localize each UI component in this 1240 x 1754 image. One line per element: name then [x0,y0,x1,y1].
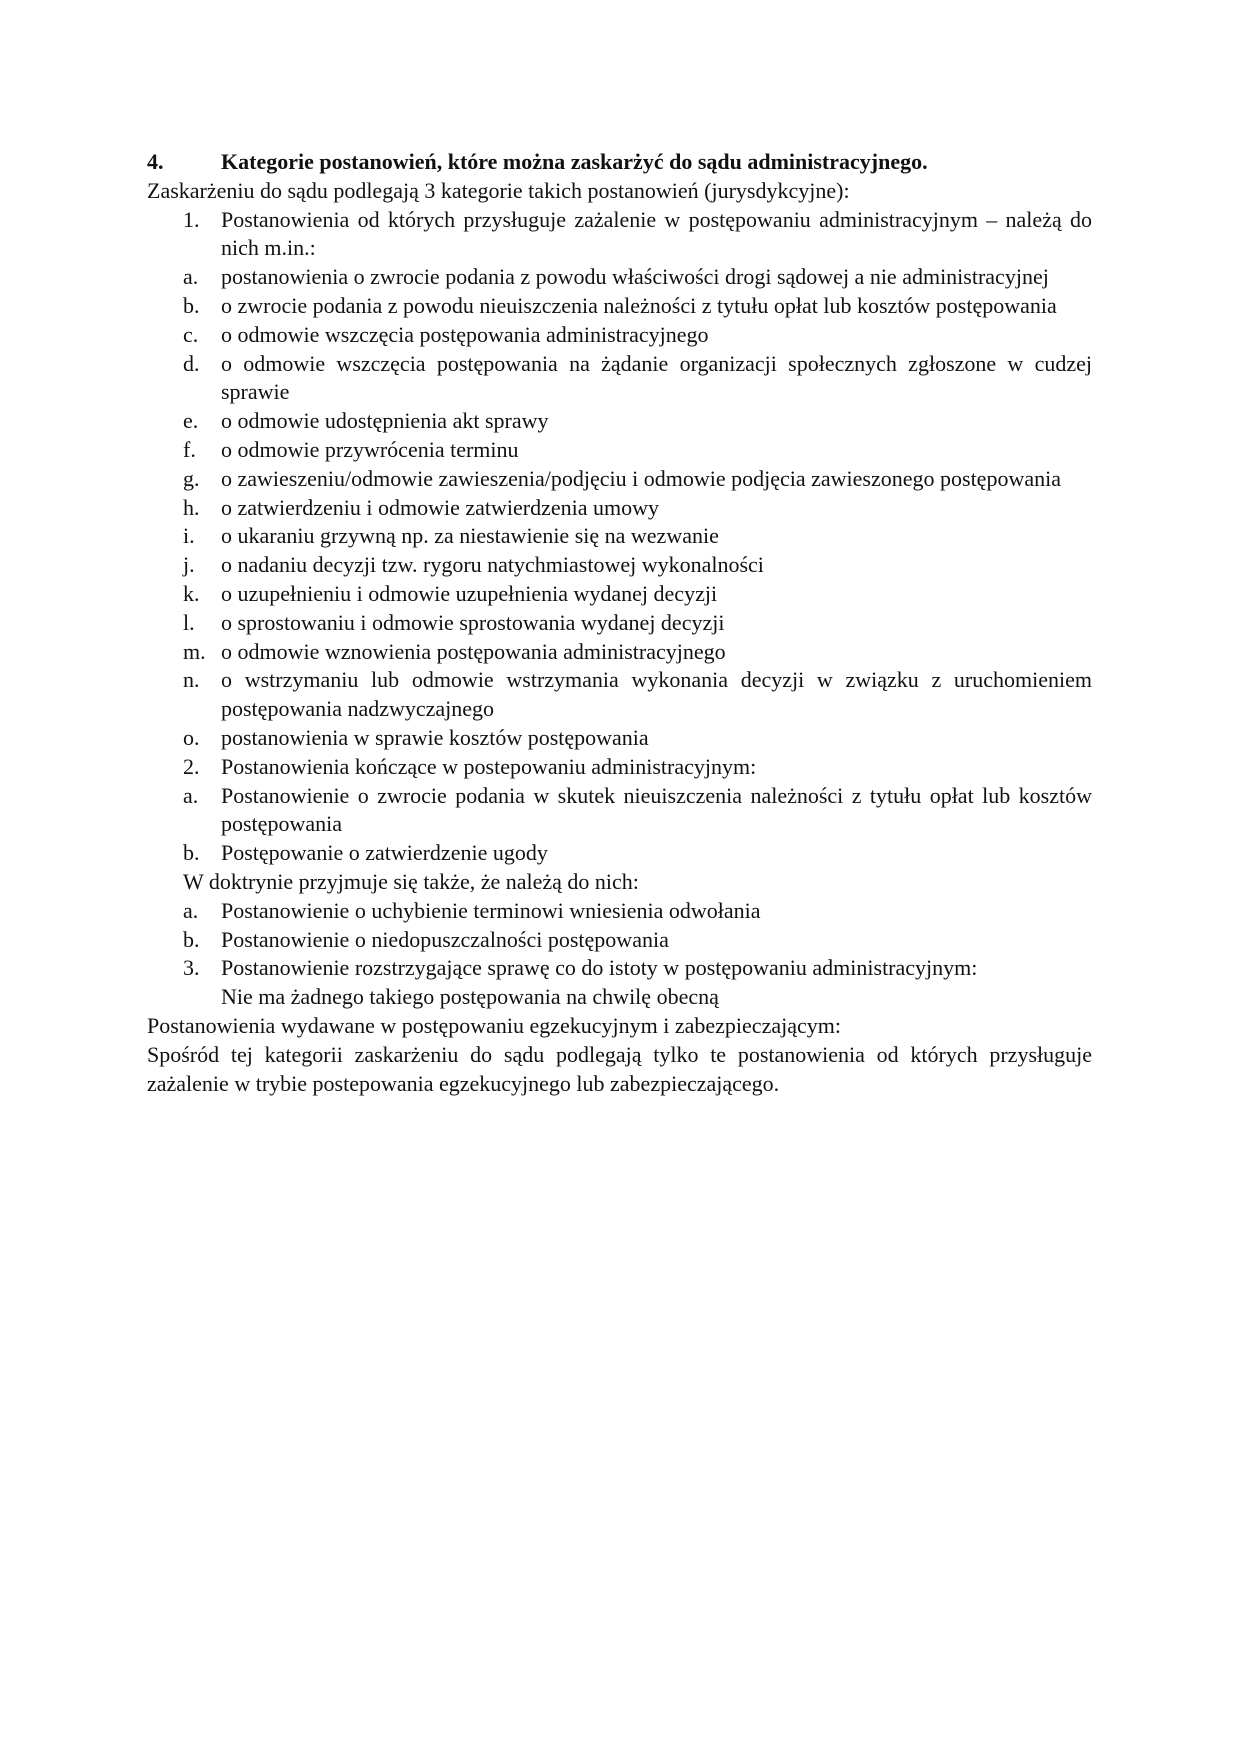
list-item [183,839,1092,868]
item-text: o zwrocie podania z powodu nieuiszczenia należności z tytułu opłat lub kosztów postępowania [221,292,1057,318]
item-text: o ukaraniu grzywną np. za niestawienie się na wezwanie [221,523,719,549]
document-body [147,148,1092,1098]
list-item [183,407,1092,436]
intro-paragraph: Zaskarżeniu do sądu podlegają 3 kategorie takich postanowień (jurysdykcyjne): [147,177,850,203]
closing-heading: Postanowienia wydawane w postępowaniu egzekucyjnym i zabezpieczającym: [147,1012,841,1038]
list-item [183,522,1092,551]
item-marker: f. [183,436,196,462]
list-item [183,321,1092,350]
numbered-item-2 [183,753,1092,782]
item-text: o odmowie udostępnienia akt sprawy [221,408,549,434]
list-item [183,436,1092,465]
item-marker: 1. [183,206,200,232]
item-marker: b. [183,840,200,866]
item-text: Postanowienie o uchybienie terminowi wniesienia odwołania [221,897,761,923]
list-item [183,724,1092,753]
list-item [183,350,1092,408]
item-text: o sprostowaniu i odmowie sprostowania wydanej decyzji [221,609,725,635]
list-item [183,580,1092,609]
item-text: Postanowienia kończące w postepowaniu administracyjnym: [221,753,757,779]
section-heading [147,148,1092,177]
item-text: Postępowanie o zatwierdzenie ugody [221,840,548,866]
numbered-item-1 [183,206,1092,264]
item-text: o wstrzymaniu lub odmowie wstrzymania wykonania decyzji w związku z uruchomieniem postępowania nadzwyczajnego [221,667,1092,722]
item-marker: n. [183,667,200,693]
item-marker: 2. [183,753,200,779]
item-text: o odmowie przywrócenia terminu [221,436,519,462]
list-item [183,666,1092,724]
item-marker: a. [183,264,199,290]
doctrine-note: W doktrynie przyjmuje się także, że należą do nich: [183,868,639,894]
closing-paragraph: Spośród tej kategorii zaskarżeniu do sądu podlegają tylko te postanowienia od których przysługuje zażalenie w trybie postepowania egzekucyjnego lub zabezpieczającego. [147,1041,1092,1096]
list-item [183,263,1092,292]
item-marker: a. [183,897,199,923]
item-marker: o. [183,724,200,750]
list-item [183,782,1092,840]
list-item [183,897,1092,926]
item-marker: h. [183,494,200,520]
list-item [183,465,1092,494]
item-marker: a. [183,782,199,808]
list-item [183,926,1092,955]
item-marker: b. [183,292,200,318]
item-marker: c. [183,321,199,347]
item-marker: d. [183,350,200,376]
item-text: o odmowie wszczęcia postępowania na żądanie organizacji społecznych zgłoszone w cudzej sprawie [221,350,1092,405]
item-marker: g. [183,465,200,491]
list-item [183,638,1092,667]
item-text: o nadaniu decyzji tzw. rygoru natychmiastowej wykonalności [221,552,764,578]
section3-note: Nie ma żadnego takiego postępowania na chwilę obecną [221,984,719,1010]
item-text: Postanowienia od których przysługuje zażalenie w postępowaniu administracyjnym – należą do nich m.in.: [221,206,1092,261]
item-marker: m. [183,638,206,664]
item-text: o zatwierdzeniu i odmowie zatwierdzenia umowy [221,494,660,520]
item-marker: 3. [183,955,200,981]
item-text: Postanowienie rozstrzygające sprawę co do istoty w postępowaniu administracyjnym: [221,955,978,981]
item-text: o zawieszeniu/odmowie zawieszenia/podjęciu i odmowie podjęcia zawieszonego postępowania [221,465,1061,491]
item-marker: e. [183,408,199,434]
item-marker: b. [183,926,200,952]
list-item [183,494,1092,523]
item-text: Postanowienie o niedopuszczalności postępowania [221,926,669,952]
list-item [183,292,1092,321]
heading-number: 4. [147,149,164,174]
item-text: o uzupełnieniu i odmowie uzupełnienia wydanej decyzji [221,580,718,606]
item-text: Postanowienie o zwrocie podania w skutek nieuiszczenia należności z tytułu opłat lub kosztów postępowania [221,782,1092,837]
list-item [183,609,1092,638]
item-marker: j. [183,552,195,578]
item-text: postanowienia w sprawie kosztów postępowania [221,724,649,750]
item-text: o odmowie wszczęcia postępowania administracyjnego [221,321,709,347]
item-marker: l. [183,609,195,635]
item-marker: i. [183,523,195,549]
numbered-item-3 [183,954,1092,983]
list-item [183,551,1092,580]
item-text: postanowienia o zwrocie podania z powodu właściwości drogi sądowej a nie administracyjnej [221,264,1049,290]
item-marker: k. [183,580,200,606]
heading-title: Kategorie postanowień, które można zaskarżyć do sądu administracyjnego. [221,149,928,174]
item-text: o odmowie wznowienia postępowania administracyjnego [221,638,726,664]
